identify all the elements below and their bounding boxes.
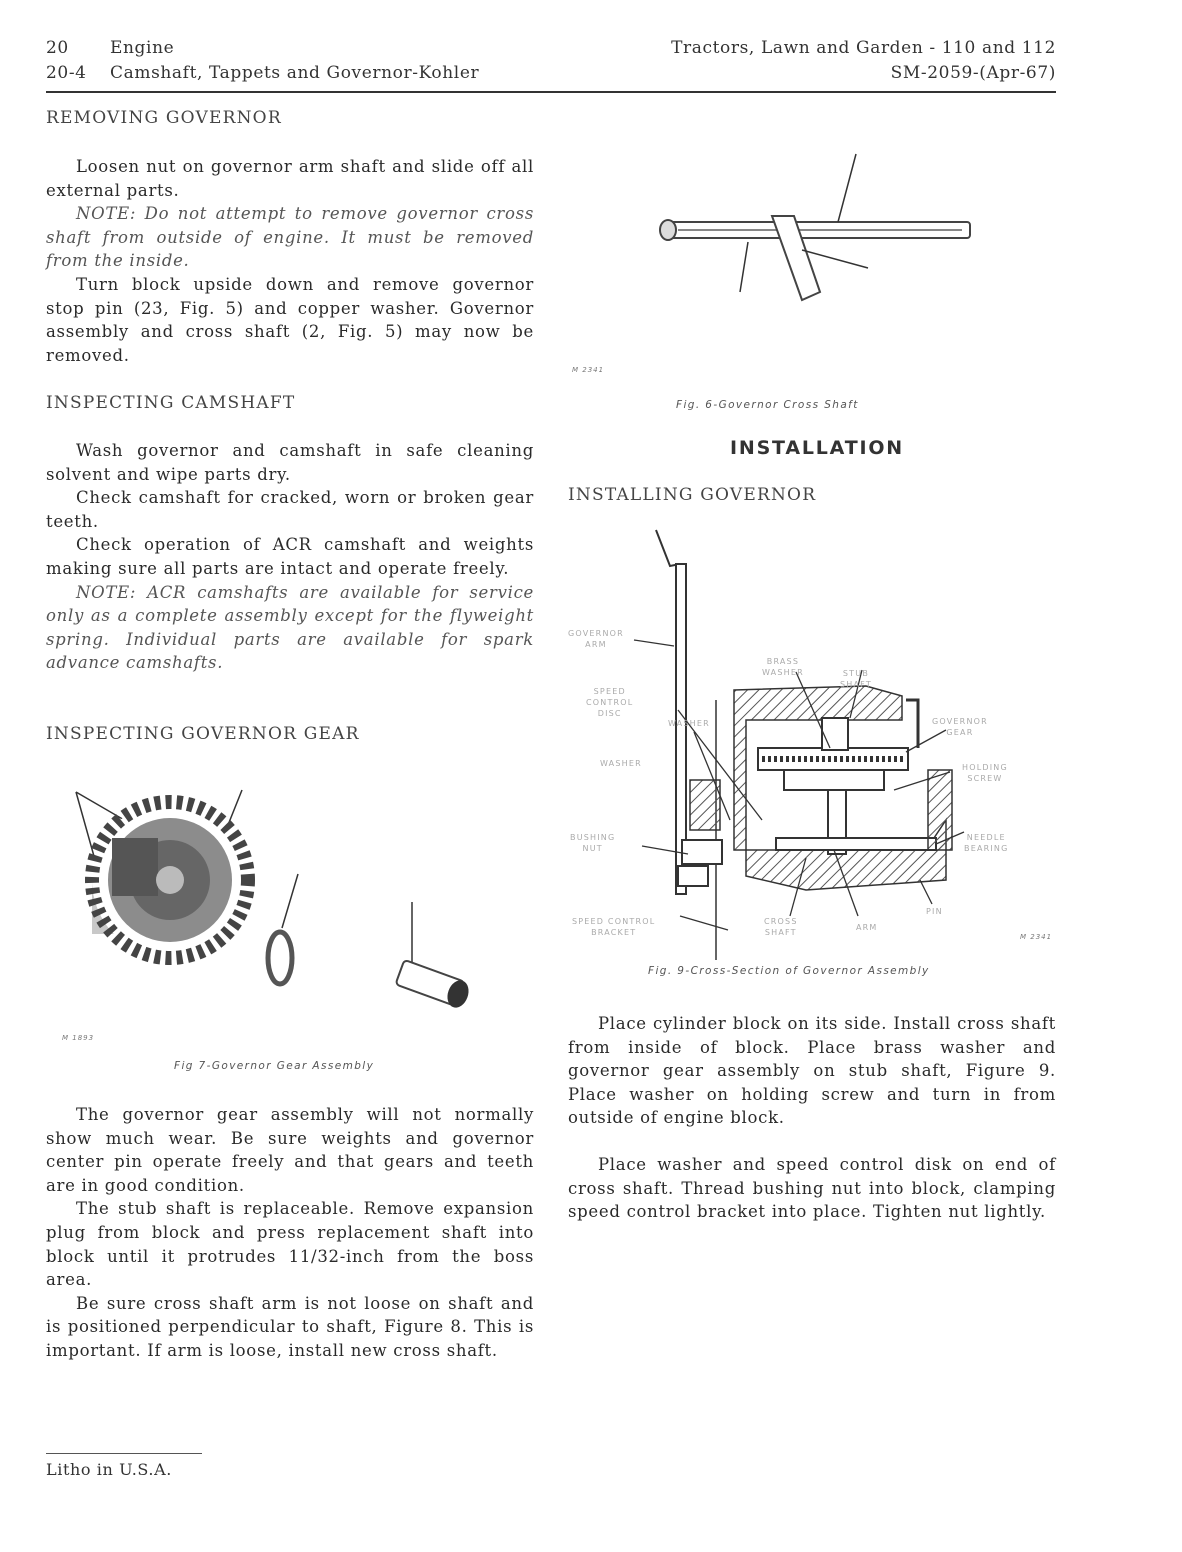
camshaft-paragraph-2: Check camshaft for cracked, worn or broken gear teeth. — [46, 488, 534, 531]
label-washer-top: WASHER — [668, 719, 710, 728]
header-rule — [46, 91, 1056, 93]
label-washer-left: WASHER — [600, 759, 642, 768]
label-stub-shaft: STUB SHAFT — [840, 669, 872, 689]
header-left — [46, 36, 479, 86]
label-bushing-nut: BUSHING NUT — [570, 833, 616, 853]
label-arm: ARM — [856, 923, 878, 932]
label-cross-shaft: CROSS SHAFT — [764, 917, 798, 937]
fig7-number: M 1893 — [62, 1034, 95, 1042]
camshaft-note: NOTE: ACR camshafts are available for service only as a complete assembly except for the flyweight spring. Individual parts are available for spark advance camshafts. — [46, 582, 534, 673]
governor-gear-body — [46, 1103, 534, 1363]
fig7-caption: Fig 7-Governor Gear Assembly — [174, 1060, 375, 1072]
footer-rule — [46, 1453, 202, 1454]
install-paragraph-2: Place washer and speed control disk on end of cross shaft. Thread bushing nut into block, clamping speed control bracket into place. Tighten nut lightly. — [568, 1154, 1056, 1222]
fig9-caption: Fig. 9-Cross-Section of Governor Assembly — [648, 965, 930, 977]
inspecting-governor-gear-heading: INSPECTING GOVERNOR GEAR — [46, 724, 360, 744]
installation-heading: INSTALLATION — [730, 437, 904, 459]
label-governor-gear: GOVERNOR GEAR — [932, 717, 988, 737]
fig9-number: M 2341 — [1020, 933, 1053, 941]
fig6-number: M 2341 — [572, 366, 605, 374]
manual-title: Tractors, Lawn and Garden - 110 and 112 — [671, 38, 1056, 58]
installing-governor-body — [568, 1012, 1056, 1224]
label-governor-arm: GOVERNOR ARM — [568, 629, 624, 649]
inspecting-camshaft-heading: INSPECTING CAMSHAFT — [46, 393, 296, 413]
gear-paragraph-2: The stub shaft is replaceable. Remove expansion plug from block and press replacement shaft into block until it protrudes 11/32-inch from the boss area. — [46, 1199, 534, 1290]
camshaft-paragraph-1: Wash governor and camshaft in safe cleaning solvent and wipe parts dry. — [46, 441, 534, 484]
camshaft-paragraph-3: Check operation of ACR camshaft and weights making sure all parts are intact and operate freely. — [46, 535, 534, 578]
header-right — [671, 36, 1056, 86]
inspecting-camshaft-body — [46, 439, 534, 675]
governor-cross-shaft-figure — [566, 150, 1058, 350]
removing-note: NOTE: Do not attempt to remove governor cross shaft from outside of engine. It must be removed from the inside. — [46, 204, 534, 271]
footer-text: Litho in U.S.A. — [46, 1460, 172, 1479]
installing-governor-heading: INSTALLING GOVERNOR — [568, 485, 817, 505]
label-speed-control-bracket: SPEED CONTROL BRACKET — [572, 917, 656, 937]
label-needle-bearing: NEEDLE BEARING — [964, 833, 1009, 853]
removing-paragraph-1: Loosen nut on governor arm shaft and slide off all external parts. — [46, 157, 534, 200]
governor-gear-assembly-figure — [46, 762, 534, 1032]
label-pin: PIN — [926, 907, 943, 916]
chapter-title: Engine — [110, 38, 175, 58]
fig6-caption: Fig. 6-Governor Cross Shaft — [676, 399, 859, 411]
install-paragraph-1: Place cylinder block on its side. Install cross shaft from inside of block. Place brass washer and governor gear assembly on stub shaft, Figure 9. Place washer on holding screw and turn in from outside of engine block. — [568, 1014, 1056, 1128]
gear-paragraph-1: The governor gear assembly will not normally show much wear. Be sure weights and governor center pin operate freely and that gears and teeth are in good condition. — [46, 1105, 534, 1195]
removing-paragraph-2: Turn block upside down and remove governor stop pin (23, Fig. 5) and copper washer. Governor assembly and cross shaft (2, Fig. 5) may now be removed. — [46, 274, 534, 365]
label-speed-control-disc: SPEED CONTROL DISC — [586, 687, 634, 718]
label-brass-washer: BRASS WASHER — [762, 657, 804, 677]
section-title: Camshaft, Tappets and Governor-Kohler — [110, 63, 480, 83]
gear-paragraph-3: Be sure cross shaft arm is not loose on shaft and is positioned perpendicular to shaft, Figure 8. This is important. If arm is loose, install new cross shaft. — [46, 1293, 534, 1360]
page-number: 20 — [46, 38, 69, 58]
label-holding-screw: HOLDING SCREW — [962, 763, 1008, 783]
governor-cross-section-figure — [566, 520, 1058, 960]
removing-governor-heading: REMOVING GOVERNOR — [46, 108, 282, 128]
manual-code: SM-2059-(Apr-67) — [890, 63, 1056, 83]
removing-governor-body — [46, 155, 534, 367]
section-number: 20-4 — [46, 63, 87, 83]
